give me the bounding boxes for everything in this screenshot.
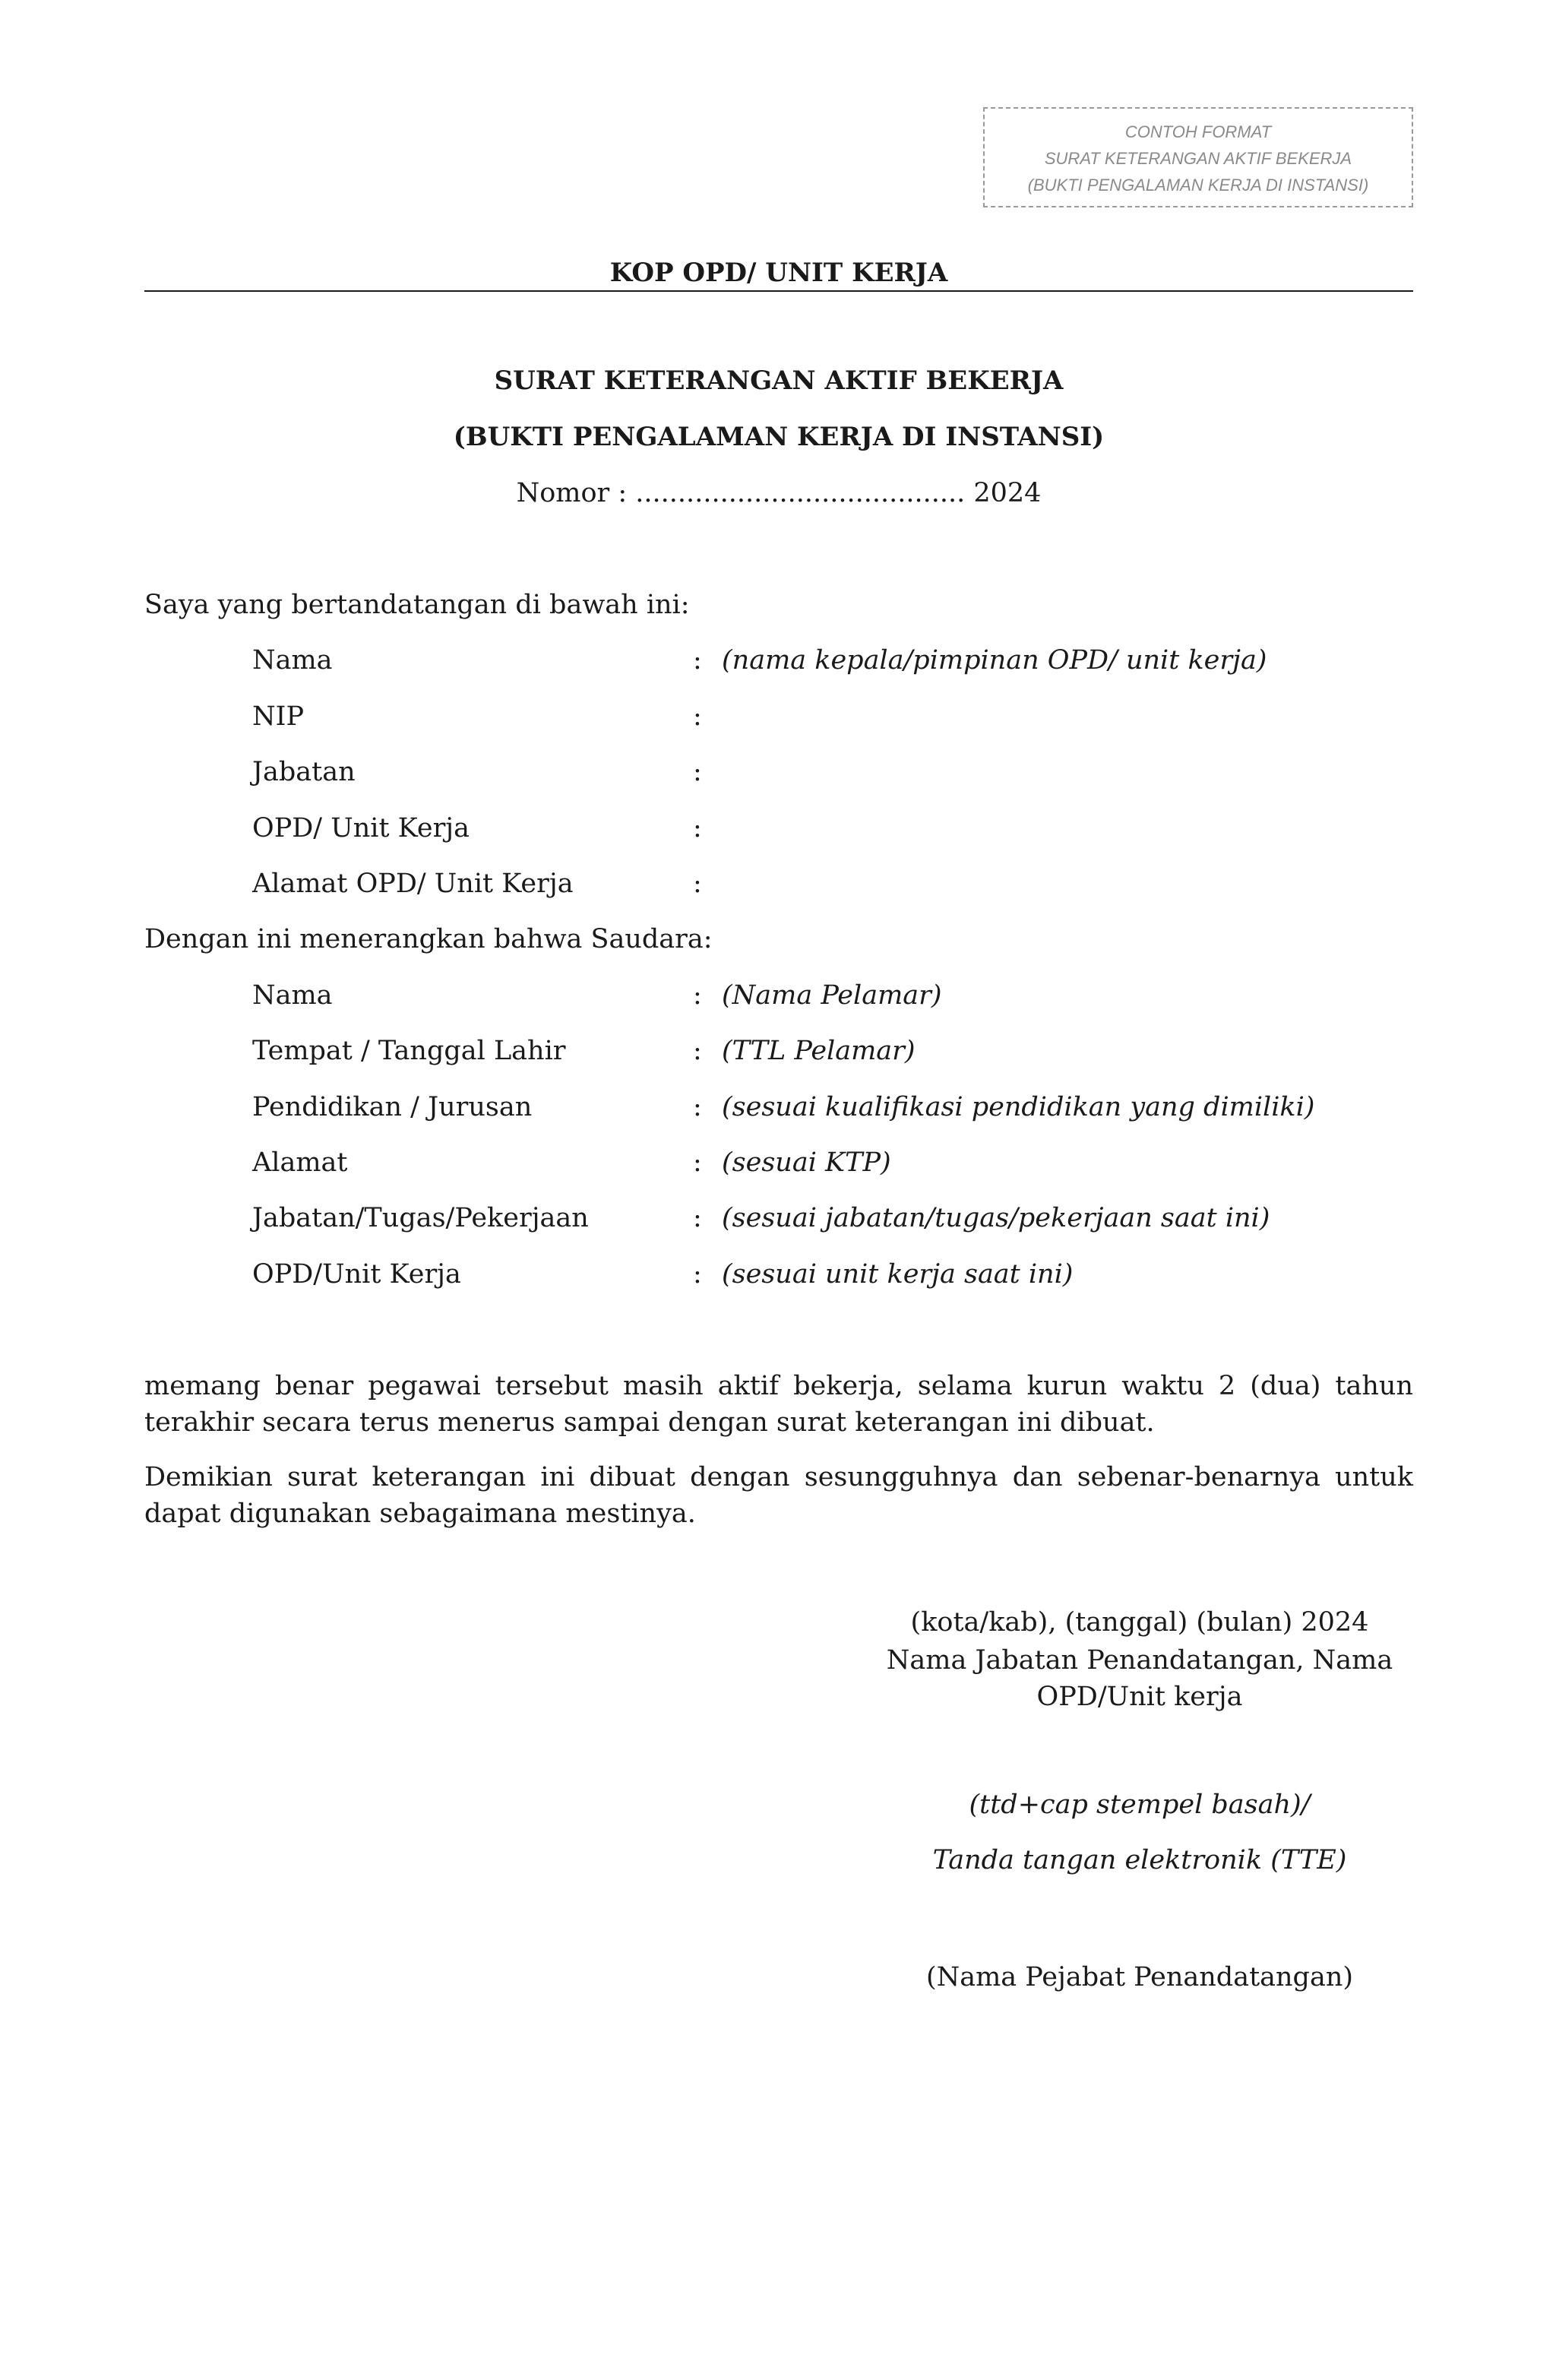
employee-field-row [252,978,1415,1013]
field-value: (TTL Pelamar) [722,1036,916,1066]
employee-field-row [252,1033,1415,1068]
field-label: Pendidikan / Jurusan [252,1092,533,1122]
letterhead-rule [144,290,1413,292]
field-label: OPD/ Unit Kerja [252,813,470,843]
field-label: NIP [252,701,305,732]
note-line-3: (BUKTI PENGALAMAN KERJA DI INSTANSI) [1027,176,1369,195]
closing-paragraph: Demikian surat keterangan ini dibuat dengan sesungguhnya dan sebenar-benarnya untuk dapat digunakan sebagaimana mestinya. [144,1462,1413,1529]
field-colon: : [693,701,702,732]
note-line-2: SURAT KETERANGAN AKTIF BEKERJA [1044,149,1352,168]
signer-field-row [252,699,1415,734]
signature-method-note: (ttd+cap stempel basah)/ [969,1790,1311,1820]
signature-place-date: (kota/kab), (tanggal) (bulan) 2024 [910,1607,1369,1638]
field-colon: : [693,1203,702,1233]
field-value: (nama kepala/pimpinan OPD/ unit kerja) [722,645,1267,676]
field-colon: : [693,1036,702,1066]
signer-field-row [252,755,1415,790]
signer-field-row [252,811,1415,846]
field-value: (sesuai kualifikasi pendidikan yang dimiliki) [722,1092,1315,1122]
field-label: Alamat OPD/ Unit Kerja [252,869,574,899]
employee-field-row [252,1145,1415,1180]
statement-paragraph: memang benar pegawai tersebut masih aktif bekerja, selama kurun waktu 2 (dua) tahun terakhir secara terus menerus sampai dengan surat keterangan ini dibuat. [144,1371,1413,1438]
field-colon: : [693,1092,702,1122]
field-label: Nama [252,980,333,1011]
field-colon: : [693,1259,702,1290]
field-label: Alamat [252,1147,348,1178]
employee-field-row [252,1257,1415,1292]
signature-official-name: (Nama Pejabat Penandatangan) [925,1962,1354,1992]
signer-field-row [252,866,1415,901]
field-colon: : [693,980,702,1011]
employee-field-row [252,1090,1415,1125]
document-subtitle: (BUKTI PENGALAMAN KERJA DI INSTANSI) [453,422,1105,452]
field-label: Nama [252,645,333,676]
note-line-1: CONTOH FORMAT [1124,122,1272,141]
signature-position-line-2: OPD/Unit kerja [1036,1682,1243,1712]
template-note-box [983,107,1413,207]
field-colon: : [693,645,702,676]
field-value: (sesuai KTP) [722,1147,891,1178]
signer-intro: Saya yang bertandatangan di bawah ini: [144,590,690,620]
signature-electronic-note: Tanda tangan elektronik (TTE) [932,1845,1347,1875]
field-colon: : [693,1147,702,1178]
employee-field-row [252,1201,1415,1236]
signature-position-line-1: Nama Jabatan Penandatangan, Nama [886,1645,1393,1676]
field-label: Jabatan/Tugas/Pekerjaan [252,1203,589,1233]
field-label: Tempat / Tanggal Lahir [252,1036,566,1066]
field-label: Jabatan [252,757,356,787]
document-title: SURAT KETERANGAN AKTIF BEKERJA [494,366,1064,396]
letterhead-kop: KOP OPD/ UNIT KERJA [609,258,948,288]
field-colon: : [693,869,702,899]
field-value: (sesuai unit kerja saat ini) [722,1259,1074,1290]
employee-intro: Dengan ini menerangkan bahwa Saudara: [144,924,713,954]
field-value: (Nama Pelamar) [722,980,942,1011]
field-colon: : [693,813,702,843]
document-number: Nomor : ....................................... 2024 [516,478,1042,508]
signer-field-row [252,643,1415,678]
field-colon: : [693,757,702,787]
field-label: OPD/Unit Kerja [252,1259,461,1290]
field-value: (sesuai jabatan/tugas/pekerjaan saat ini) [722,1203,1270,1233]
